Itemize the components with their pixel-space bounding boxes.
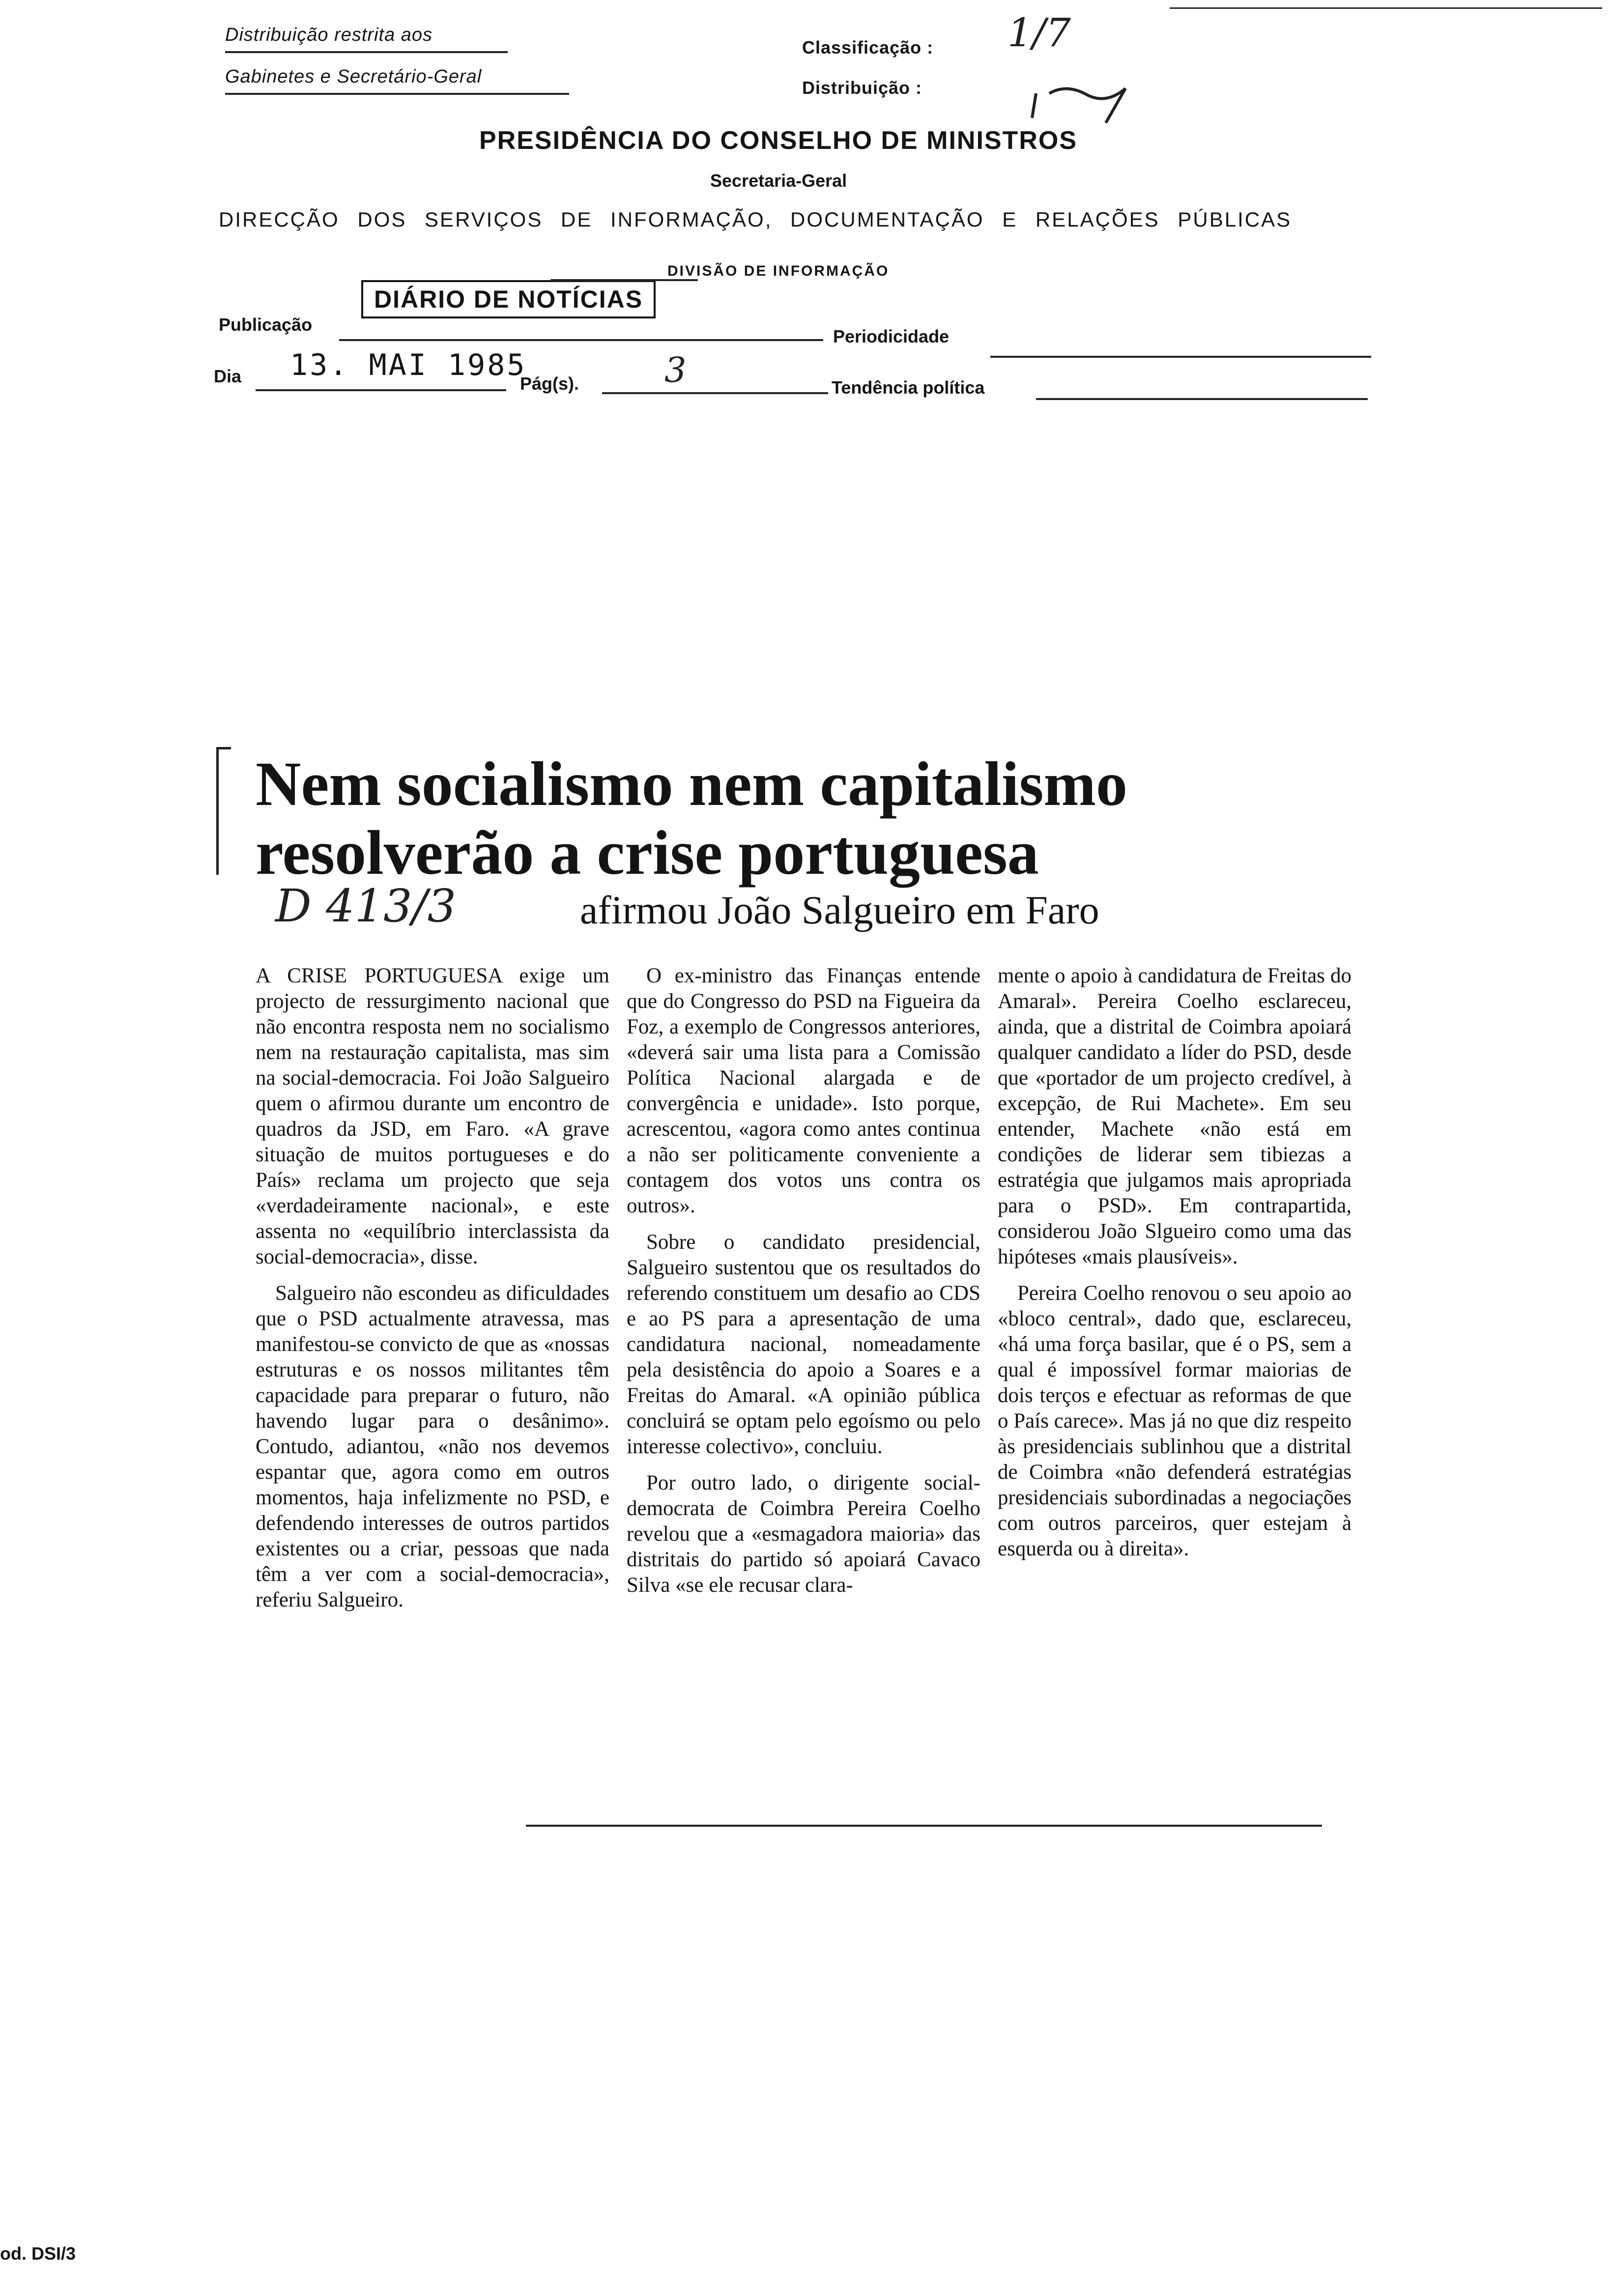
article-bottom-rule: [526, 1825, 1322, 1827]
article-column-2: [627, 963, 980, 1609]
classificacao-label: Classificação :: [802, 37, 934, 57]
col2-paragraph: Por outro lado, o dirigente social-democrata de Coimbra Pereira Coelho revelou que a «esmagadora maioria» das distritais do partido só apoiará Cavaco Silva «se ele recusar clara-: [627, 1471, 980, 1597]
stamp-top-rule: [550, 279, 698, 281]
publication-stamp: DIÁRIO DE NOTÍCIAS: [361, 280, 656, 318]
restriction-underline-2: [225, 93, 569, 95]
subheadline: afirmou João Salgueiro em Faro: [580, 888, 1099, 932]
tendencia-line: [1036, 398, 1368, 400]
col2-paragraph: Sobre o candidato presidencial, Salgueiro sustentou que os resultados do referendo constituem um desafio ao CDS e ao PS para a apresentação de uma candidatura nacional, nomeadamente pela desistência do apoio a Soares e a Freitas do Amaral. «A opinião pública concluirá se optam pelo egoísmo ou pelo interesse colectivo», concluiu.: [627, 1231, 980, 1458]
periodicidade-line: [990, 356, 1371, 358]
date-stamp: 13. MAI 1985: [290, 348, 527, 382]
handwritten-scribble-icon: [1022, 74, 1150, 133]
col3-paragraph: mente o apoio à candidatura de Freitas do Amaral». Pereira Coelho esclareceu, ainda, que a distrital de Coimbra apoiará qualquer candidato a líder do PSD, desde que «portador de um projecto credível, à excepção, de Rui Machete». Em seu entender, Machete «não está em condições de liderar sem tibiezas a estratégia que julgamos mais apropriada para o PSD». Em contrapartida, considerou João Slgueiro como uma das hipóteses «mais plausíveis».: [998, 964, 1352, 1268]
dia-line: [256, 389, 506, 391]
clipping-bracket: [216, 747, 219, 875]
restriction-line-1: Distribuição restrita aos: [225, 25, 433, 45]
restriction-underline-1: [225, 51, 508, 53]
clipping-bracket-top: [216, 747, 231, 749]
tendencia-label: Tendência política: [832, 377, 985, 398]
col1-paragraph: Salgueiro não escondeu as dificuldades que o PSD actualmente atravessa, mas manifestou-se convicto de que as «nossas estruturas e os nossos militantes têm capacidade para preparar o futuro, não havendo lugar para o desânimo». Contudo, adiantou, «não nos devemos espantar que, agora como em outros momentos, haja infelizmente no PSD, e defendendo interesses de outros partidos existentes ou a criar, pessoas que nada têm a ver com a social-democracia», referiu Salgueiro.: [256, 1282, 609, 1611]
publicacao-label: Publicação: [219, 315, 313, 335]
handwritten-corner-note: 1/7: [1008, 10, 1071, 56]
col2-paragraph: O ex-ministro das Finanças entende que do Congresso do PSD na Figueira da Foz, a exemplo de Congressos anteriores, «deverá sair uma lista para a Comissão Política Nacional alargada e de convergência e unidade». Isto porque, acrescentou, «agora como antes continua a não ser politicamente conveniente a contagem dos votos uns contra os outros».: [627, 964, 980, 1217]
handwritten-margin-note: D 413/3: [275, 880, 457, 932]
headline-line-2: resolverão a crise portuguesa: [256, 818, 1039, 888]
restriction-line-2: Gabinetes e Secretário-Geral: [225, 66, 482, 87]
publicacao-line: [339, 339, 823, 341]
col1-paragraph: A CRISE PORTUGUESA exige um projecto de ressurgimento nacional que não encontra resposta nem no socialismo nem na restauração capitalista, mas sim na social-democracia. Foi João Salgueiro quem o afirmou durante um encontro de quadros da JSD, em Faro. «A grave situação de muitos portugueses e do País» reclama um projecto que seja «verdadeiramente nacional», e este assenta no «equilíbrio interclassista da social-democracia», disse.: [256, 964, 609, 1268]
dia-label: Dia: [214, 366, 242, 386]
pags-line: [602, 392, 828, 394]
distribuicao-label: Distribuição :: [802, 78, 922, 98]
article-column-1: [256, 963, 609, 1624]
secretaria-geral: Secretaria-Geral: [710, 171, 847, 191]
pags-value: 3: [664, 350, 687, 390]
top-right-rule: [1170, 7, 1602, 9]
col3-paragraph: Pereira Coelho renovou o seu apoio ao «bloco central», dado que, esclareceu, «há uma força basilar, que é o PS, sem a qual é impossível formar maiorias de dois terços e efectuar as reformas de que o País carece». Mas já no que diz respeito às presidenciais sublinhou que a distrital de Coimbra «não defenderá estratégias presidenciais subordinadas a negociações com outros parceiros, quer estejam à esquerda ou à direita».: [998, 1282, 1352, 1560]
headline-line-1: Nem socialismo nem capitalismo: [256, 749, 1127, 819]
pags-label: Pág(s).: [520, 373, 579, 394]
direccao-line: DIRECÇÃO DOS SERVIÇOS DE INFORMAÇÃO, DOCUMENTAÇÃO E RELAÇÕES PÚBLICAS: [219, 208, 1292, 231]
office-title: PRESIDÊNCIA DO CONSELHO DE MINISTROS: [479, 126, 1078, 155]
form-code: od. DSI/3: [0, 2243, 76, 2264]
divisao-line: DIVISÃO DE INFORMAÇÃO: [667, 263, 890, 279]
periodicidade-label: Periodicidade: [833, 326, 950, 346]
article-column-3: [998, 963, 1352, 1573]
